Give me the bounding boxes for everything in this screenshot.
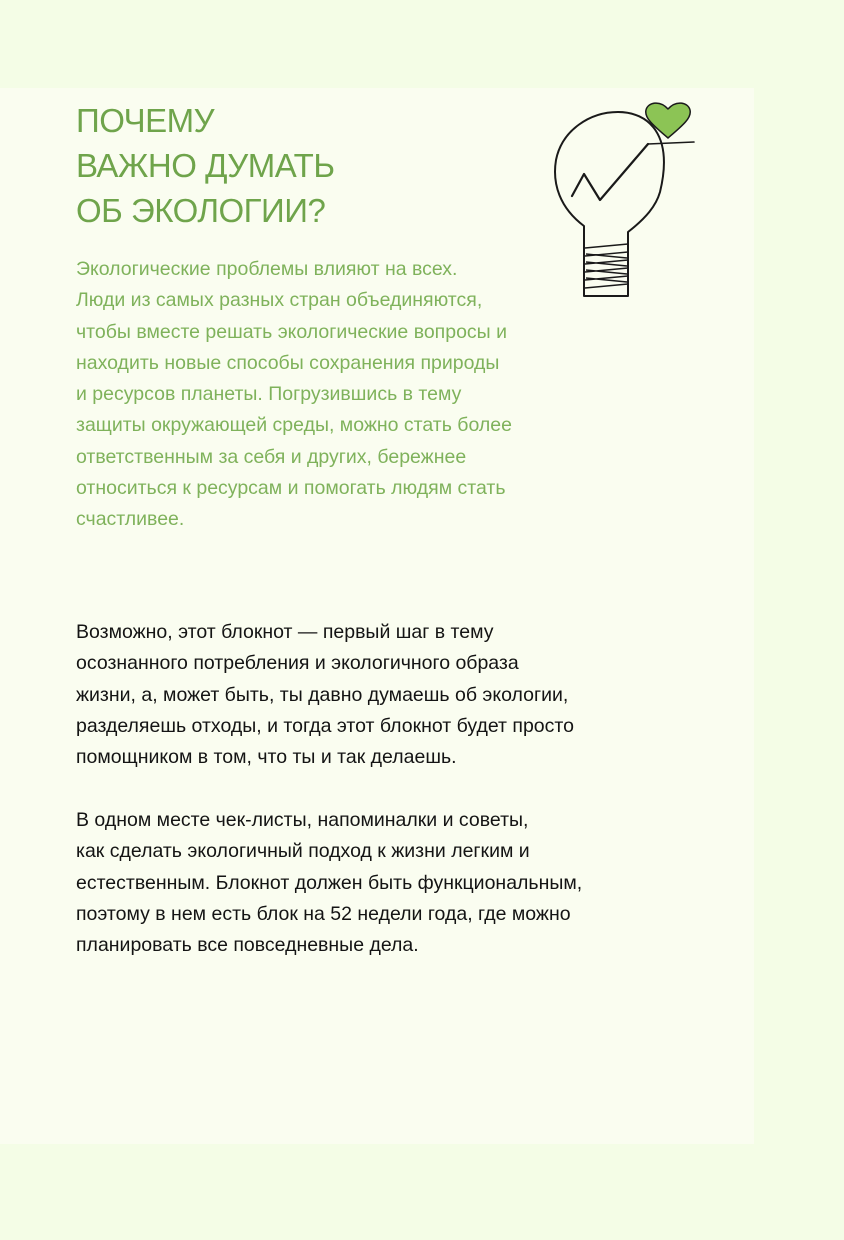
body-paragraph-1 [76, 617, 574, 773]
title-line: ВАЖНО ДУМАТЬ [76, 147, 335, 184]
body-line: В одном месте чек-листы, напоминалки и советы, [76, 809, 529, 831]
body-line: разделяешь отходы, и тогда этот блокнот будет просто [76, 714, 574, 737]
body-line: осознанного потребления и экологичного образа [76, 652, 519, 675]
intro-line: и ресурсов планеты. Погрузившись в тему [76, 383, 462, 406]
page-title [76, 98, 334, 233]
intro-line: находить новые способы сохранения природы [76, 351, 500, 374]
intro-line: Экологические проблемы влияют на всех. [76, 258, 458, 280]
lightbulb-heart-icon [548, 96, 698, 306]
body-line: поэтому в нем есть блок на 52 недели года, где можно [76, 902, 571, 925]
title-line: ПОЧЕМУ [76, 102, 215, 139]
intro-line: Люди из самых разных стран объединяются, [76, 289, 483, 312]
title-line: ОБ ЭКОЛОГИИ? [76, 192, 326, 229]
body-line: Возможно, этот блокнот — первый шаг в тему [76, 621, 494, 643]
intro-line: счастливее. [76, 508, 185, 531]
intro-paragraph [76, 254, 512, 536]
body-line: естественным. Блокнот должен быть функциональным, [76, 871, 583, 894]
intro-line: относиться к ресурсам и помогать людям стать [76, 477, 506, 500]
body-line: жизни, а, может быть, ты давно думаешь об экологии, [76, 683, 569, 706]
body-line: как сделать экологичный подход к жизни легким и [76, 840, 530, 863]
body-paragraph-2 [76, 805, 582, 961]
intro-line: защиты окружающей среды, можно стать более [76, 414, 512, 437]
intro-line: ответственным за себя и других, бережнее [76, 445, 467, 468]
body-line: помощником в том, что ты и так делаешь. [76, 746, 457, 769]
intro-line: чтобы вместе решать экологические вопросы и [76, 320, 508, 343]
body-line: планировать все повседневные дела. [76, 934, 419, 957]
